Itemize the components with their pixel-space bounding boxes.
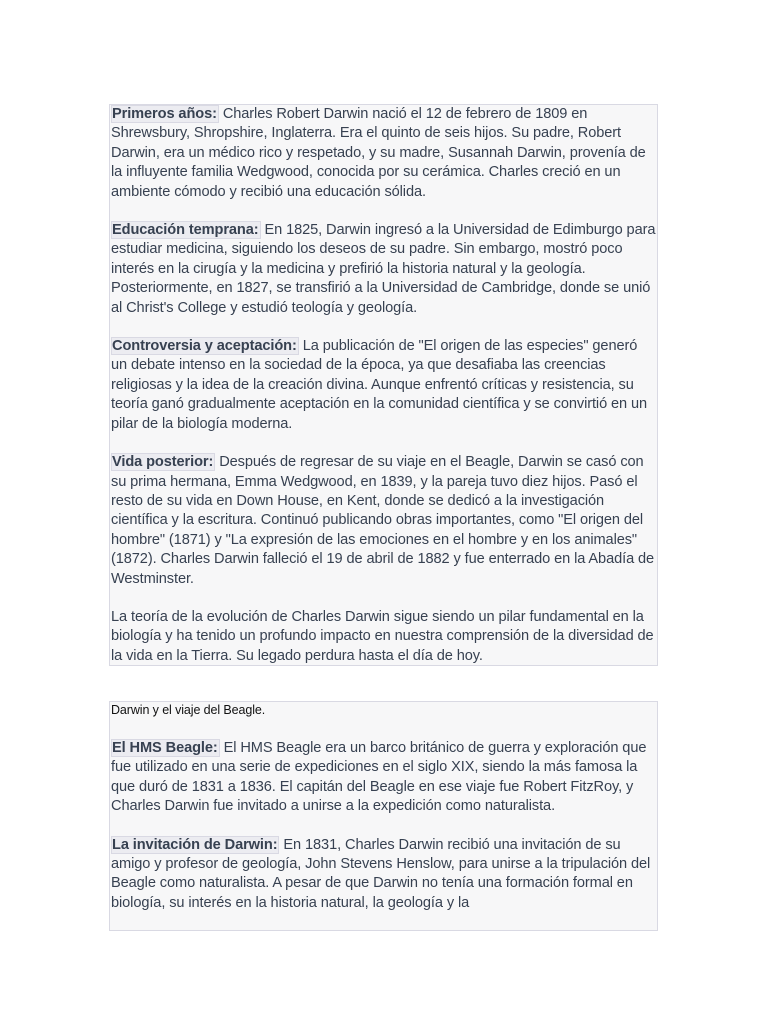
section-title: Darwin y el viaje del Beagle.: [111, 703, 266, 717]
paragraph-controversy: [111, 337, 657, 434]
paragraph-early-years: [111, 105, 657, 202]
text-early-years: Charles Robert Darwin nació el 12 de febrero de 1809 en Shrewsbury, Shropshire, Inglaterra. Era el quinto de seis hijos. Su padre, Robert Darwin, era un médico rico y respetado, y su madre, Susannah Darwin, provenía de la influyente familia Wedgwood, conocida por su cerámica. Charles creció en un ambiente cómodo y recibió una educación sólida.: [111, 106, 646, 200]
beagle-voyage-block: [109, 701, 658, 931]
heading-later-life: Vida posterior:: [112, 454, 214, 471]
text-darwin-invitation: En 1831, Charles Darwin recibió una invitación de su amigo y profesor de geología, John Stevens Henslow, para unirse a la tripulación del Beagle como naturalista. A pesar de que Darwin no tenía una formación formal en biología, su interés en la historia natural, la geología y la: [111, 836, 651, 911]
heading-early-education: Educación temprana:: [112, 222, 259, 239]
text-early-education: En 1825, Darwin ingresó a la Universidad de Edimburgo para estudiar medicina, siguiendo los deseos de su padre. Sin embargo, mostró poco interés en la cirugía y la medicina y prefirió la historia natural y la geología. Posteriormente, en 1827, se transfirió a la Universidad de Cambridge, donde se unió al Christ's College y estudió teología y geología.: [111, 222, 656, 316]
heading-darwin-invitation: La invitación de Darwin:: [112, 836, 278, 853]
paragraph-darwin-invitation: [111, 836, 657, 914]
heading-early-years: Primeros años:: [112, 106, 217, 122]
paragraph-closing: La teoría de la evolución de Charles Darwin sigue siendo un pilar fundamental en la biología y ha tenido un profundo impacto en nuestra comprensión de la diversidad de la vida en la Tierra. Su legado perdura hasta el día de hoy.: [111, 608, 654, 664]
heading-hms-beagle: El HMS Beagle:: [112, 740, 218, 756]
text-controversy: La publicación de "El origen de las especies" generó un debate intenso en la sociedad de la época, ya que desafiaba las creencias religiosas y la idea de la creación divina. Aunque enfrentó críticas y resistencia, su teoría ganó gradualmente aceptación en la comunidad científica y se convirtió en un pilar de la biología moderna.: [111, 338, 648, 432]
paragraph-early-education: [111, 221, 657, 318]
paragraph-later-life: [111, 453, 657, 589]
text-hms-beagle: El HMS Beagle era un barco británico de guerra y exploración que fue utilizado en una serie de expediciones en el siglo XIX, siendo la más famosa la que duró de 1831 a 1836. El capitán del Beagle en ese viaje fue Robert FitzRoy, y Charles Darwin fue invitado a unirse a la expedición como naturalista.: [111, 740, 647, 815]
darwin-biography-block: [109, 104, 658, 666]
heading-controversy: Controversia y aceptación:: [112, 338, 297, 355]
text-later-life: Después de regresar de su viaje en el Beagle, Darwin se casó con su prima hermana, Emma Wedgwood, en 1839, y la pareja tuvo diez hijos. Pasó el resto de su vida en Down House, en Kent, donde se dedicó a la investigación científica y la escritura. Continuó publicando obras importantes, como "El origen del hombre" (1871) y "La expresión de las emociones en el hombre y en los animales" (1872). Charles Darwin falleció el 19 de abril de 1882 y fue enterrado en la Abadía de Westminster.: [111, 454, 655, 587]
paragraph-hms-beagle: [111, 739, 657, 817]
